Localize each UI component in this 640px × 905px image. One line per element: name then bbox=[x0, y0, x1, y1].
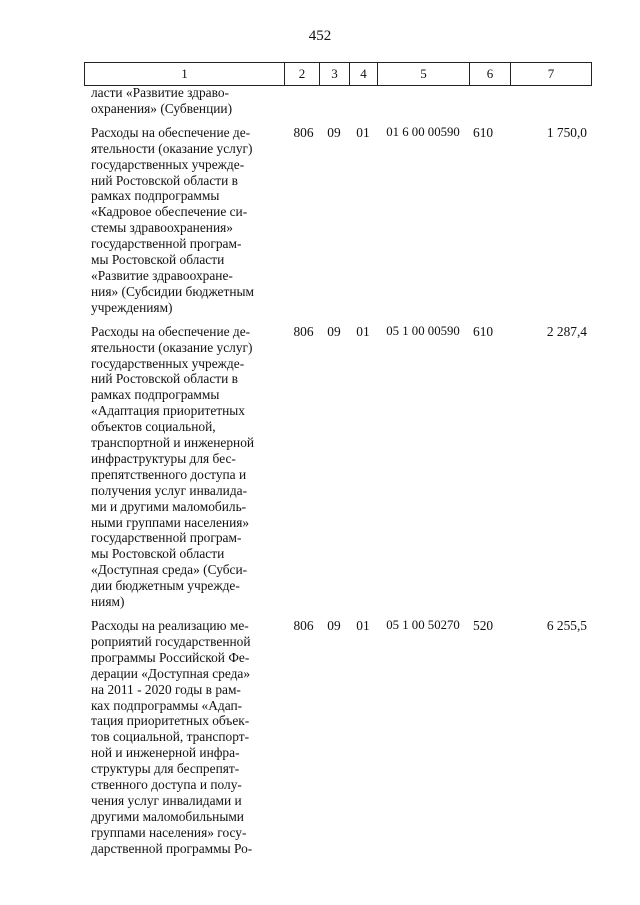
description-line: ках подпрограммы «Адап- bbox=[91, 697, 243, 713]
header-col-7: 7 bbox=[510, 63, 592, 85]
description-line: ния» (Субсидии бюджетным bbox=[91, 283, 254, 299]
description-line: ний Ростовской области в bbox=[91, 172, 238, 188]
table-row bbox=[84, 85, 592, 117]
description-line: государственных учрежде- bbox=[91, 355, 245, 371]
description-line: препятственного доступа и bbox=[91, 466, 247, 482]
description-line: ятельности (оказание услуг) bbox=[91, 140, 253, 156]
description-line: «Доступная среда» (Субси- bbox=[91, 562, 248, 578]
table-row bbox=[84, 324, 592, 610]
ministry-code: 806 bbox=[293, 124, 314, 140]
description-line: ственного доступа и полу- bbox=[91, 777, 242, 793]
description-line: получения услуг инвалида- bbox=[91, 482, 248, 498]
description-line: ласти «Развитие здраво- bbox=[91, 85, 229, 100]
expense-type-code: 610 bbox=[473, 124, 494, 140]
expense-type-code: 520 bbox=[473, 618, 494, 633]
description-line: ний Ростовской области в bbox=[91, 371, 238, 387]
description-line: государственной програм- bbox=[91, 236, 242, 252]
description-line: на 2011 - 2020 годы в рам- bbox=[91, 681, 241, 697]
expense-type-code bbox=[469, 85, 510, 117]
description-line: транспортной и инженерной bbox=[91, 435, 255, 451]
table-row bbox=[84, 125, 592, 316]
description-line: дерации «Доступная среда» bbox=[91, 665, 251, 681]
description-line: ниям) bbox=[91, 594, 125, 610]
description-line: стемы здравоохранения» bbox=[91, 220, 233, 236]
amount: 6 255,5 bbox=[546, 618, 587, 633]
description-line: структуры для беспрепят- bbox=[91, 761, 240, 777]
subsection-code: 01 bbox=[356, 618, 370, 633]
section-code: 09 bbox=[327, 618, 341, 633]
row-description bbox=[84, 324, 284, 610]
target-article-code: 05 1 00 00590 bbox=[386, 323, 460, 338]
description-line: инфраструктуры для бес- bbox=[91, 450, 236, 466]
header-col-6: 6 bbox=[469, 63, 510, 85]
description-line: государственной програм- bbox=[91, 530, 242, 546]
description-line: ятельности (оказание услуг) bbox=[91, 339, 253, 355]
subsection-code: 01 bbox=[356, 323, 370, 339]
table-body bbox=[84, 85, 592, 865]
table-row bbox=[84, 618, 592, 857]
description-line: роприятий государственной bbox=[91, 633, 251, 649]
description-line: Расходы на обеспечение де- bbox=[91, 124, 251, 140]
description-line: программы Российской Фе- bbox=[91, 649, 250, 665]
section-code: 09 bbox=[327, 323, 341, 339]
description-line: дии бюджетным учрежде- bbox=[91, 578, 240, 594]
description-line: Расходы на обеспечение де- bbox=[91, 323, 251, 339]
description-line: «Развитие здравоохране- bbox=[91, 267, 233, 283]
description-line: чения услуг инвалидами и bbox=[91, 792, 242, 808]
row-description bbox=[84, 618, 284, 857]
header-col-4: 4 bbox=[349, 63, 377, 85]
description-line: ми и другими маломобиль- bbox=[91, 498, 247, 514]
description-line: дарственной программы Ро- bbox=[91, 840, 253, 856]
description-line: государственных учрежде- bbox=[91, 156, 245, 172]
description-line: группами населения» госу- bbox=[91, 824, 247, 840]
description-line: мы Ростовской области bbox=[91, 546, 225, 562]
section-code bbox=[319, 85, 349, 117]
amount bbox=[510, 85, 592, 117]
ministry-code: 806 bbox=[293, 618, 314, 633]
target-article-code: 01 6 00 00590 bbox=[386, 124, 460, 139]
description-line: объектов социальной, bbox=[91, 419, 216, 435]
row-description bbox=[84, 85, 284, 117]
row-description bbox=[84, 125, 284, 316]
ministry-code: 806 bbox=[293, 323, 314, 339]
description-line: мы Ростовской области bbox=[91, 252, 225, 268]
description-line: «Кадровое обеспечение си- bbox=[91, 204, 248, 220]
ministry-code bbox=[284, 85, 319, 117]
expense-type-code: 610 bbox=[473, 323, 494, 339]
description-line: другими маломобильными bbox=[91, 808, 244, 824]
table-header bbox=[84, 62, 592, 86]
description-line: тация приоритетных объек- bbox=[91, 713, 250, 729]
subsection-code bbox=[349, 85, 377, 117]
header-col-5: 5 bbox=[377, 63, 469, 85]
target-article-code: 05 1 00 50270 bbox=[386, 618, 460, 632]
description-line: ными группами населения» bbox=[91, 514, 250, 530]
amount: 2 287,4 bbox=[546, 323, 587, 339]
header-col-1: 1 bbox=[84, 63, 284, 85]
amount: 1 750,0 bbox=[546, 124, 587, 140]
description-line: Расходы на реализацию ме- bbox=[91, 618, 249, 633]
header-col-3: 3 bbox=[319, 63, 349, 85]
subsection-code: 01 bbox=[356, 124, 370, 140]
description-line: учреждениям) bbox=[91, 299, 173, 315]
description-line: охранения» (Субвенции) bbox=[91, 100, 233, 116]
description-line: «Адаптация приоритетных bbox=[91, 403, 245, 419]
description-line: рамках подпрограммы bbox=[91, 387, 220, 403]
page-number: 452 bbox=[308, 28, 332, 44]
target-article-code bbox=[377, 85, 469, 117]
section-code: 09 bbox=[327, 124, 341, 140]
description-line: тов социальной, транспорт- bbox=[91, 729, 250, 745]
description-line: рамках подпрограммы bbox=[91, 188, 220, 204]
header-col-2: 2 bbox=[284, 63, 319, 85]
description-line: ной и инженерной инфра- bbox=[91, 745, 240, 761]
